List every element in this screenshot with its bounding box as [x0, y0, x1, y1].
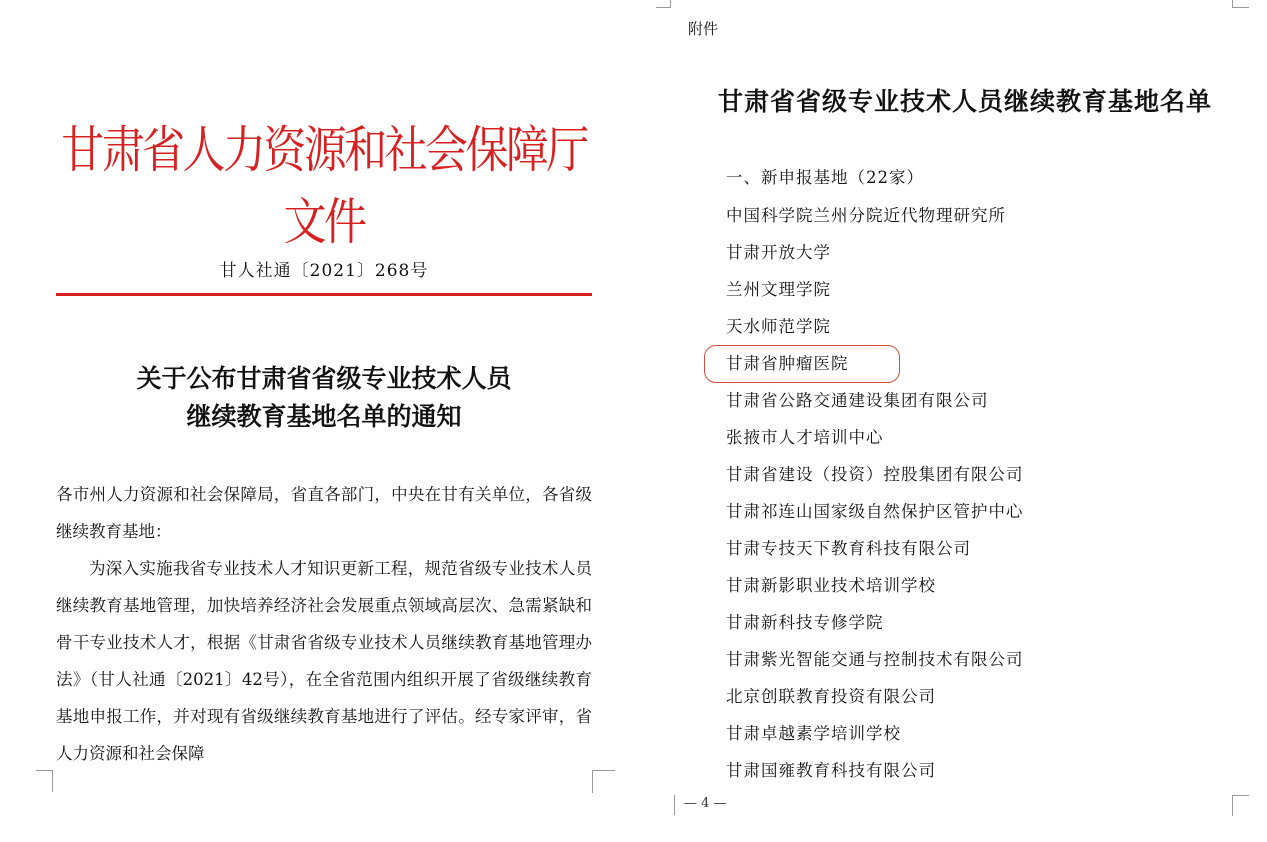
attachment-label: 附件: [688, 20, 719, 38]
notice-title: [0, 360, 648, 436]
list-item: 甘肃专技天下教育科技有限公司: [726, 539, 971, 558]
list-item: 北京创联教育投资有限公司: [726, 687, 936, 706]
section-heading: 一、新申报基地（22家）: [726, 168, 924, 187]
list-title: 甘肃省省级专业技术人员继续教育基地名单: [718, 87, 1213, 116]
right-attachment-page: [640, 0, 1267, 842]
crop-mark-bottom-right: [1232, 795, 1249, 816]
list-item: 张掖市人才培训中心: [726, 428, 884, 447]
list-item: 甘肃紫光智能交通与控制技术有限公司: [726, 650, 1024, 669]
highlight-ring-annotation: [704, 345, 900, 383]
list-item: 甘肃省建设（投资）控股集团有限公司: [726, 465, 1024, 484]
list-item: 甘肃新科技专修学院: [726, 613, 884, 632]
crop-mark-bottom-right: [592, 770, 615, 793]
list-item: 甘肃新影职业技术培训学校: [726, 576, 936, 595]
document-number: 甘人社通〔2021〕268号: [219, 261, 429, 281]
list-item: 甘肃国雍教育科技有限公司: [726, 761, 936, 780]
list-item: 兰州文理学院: [726, 280, 831, 299]
crop-mark-bottom-left: [36, 770, 53, 792]
list-item: 甘肃祁连山国家级自然保护区管护中心: [726, 502, 1024, 521]
notice-body: [56, 476, 592, 772]
list-item: 甘肃开放大学: [726, 243, 831, 262]
crop-mark-top-left: [656, 0, 671, 8]
red-separator-line: [56, 293, 592, 296]
list-item: 甘肃卓越素学培训学校: [726, 724, 901, 743]
salutation: 各市州人力资源和社会保障局，省直各部门，中央在甘有关单位，各省级继续教育基地：: [56, 485, 592, 541]
list-item-highlighted: 甘肃省肿瘤医院: [726, 354, 849, 373]
list-item: 中国科学院兰州分院近代物理研究所: [726, 206, 1006, 225]
body-paragraph: 为深入实施我省专业技术人才知识更新工程，规范省级专业技术人员继续教育基地管理，加快培养经济社会发展重点领域高层次、急需紧缺和骨干专业技术人才，根据《甘肃省省级专业技术人员继续教育基地管理办法》（甘人社通〔2021〕42号），在全省范围内组织开展了省级继续教育基地申报工作，并对现有省级继续教育基地进行了评估。经专家评审，省人力资源和社会保障: [56, 559, 592, 763]
list-item: 甘肃省公路交通建设集团有限公司: [726, 391, 989, 410]
list-item: 天水师范学院: [726, 317, 831, 336]
crop-mark-bottom-left: [664, 795, 675, 815]
agency-header-title: 甘肃省人力资源和社会保障厅文件: [61, 121, 587, 251]
crop-mark-top-right: [1232, 0, 1249, 8]
notice-title-line-2: 继续教育基地名单的通知: [186, 402, 462, 431]
organization-list: [726, 197, 1024, 789]
page-number: — 4 —: [684, 796, 727, 811]
notice-title-line-1: 关于公布甘肃省省级专业技术人员: [136, 364, 512, 393]
